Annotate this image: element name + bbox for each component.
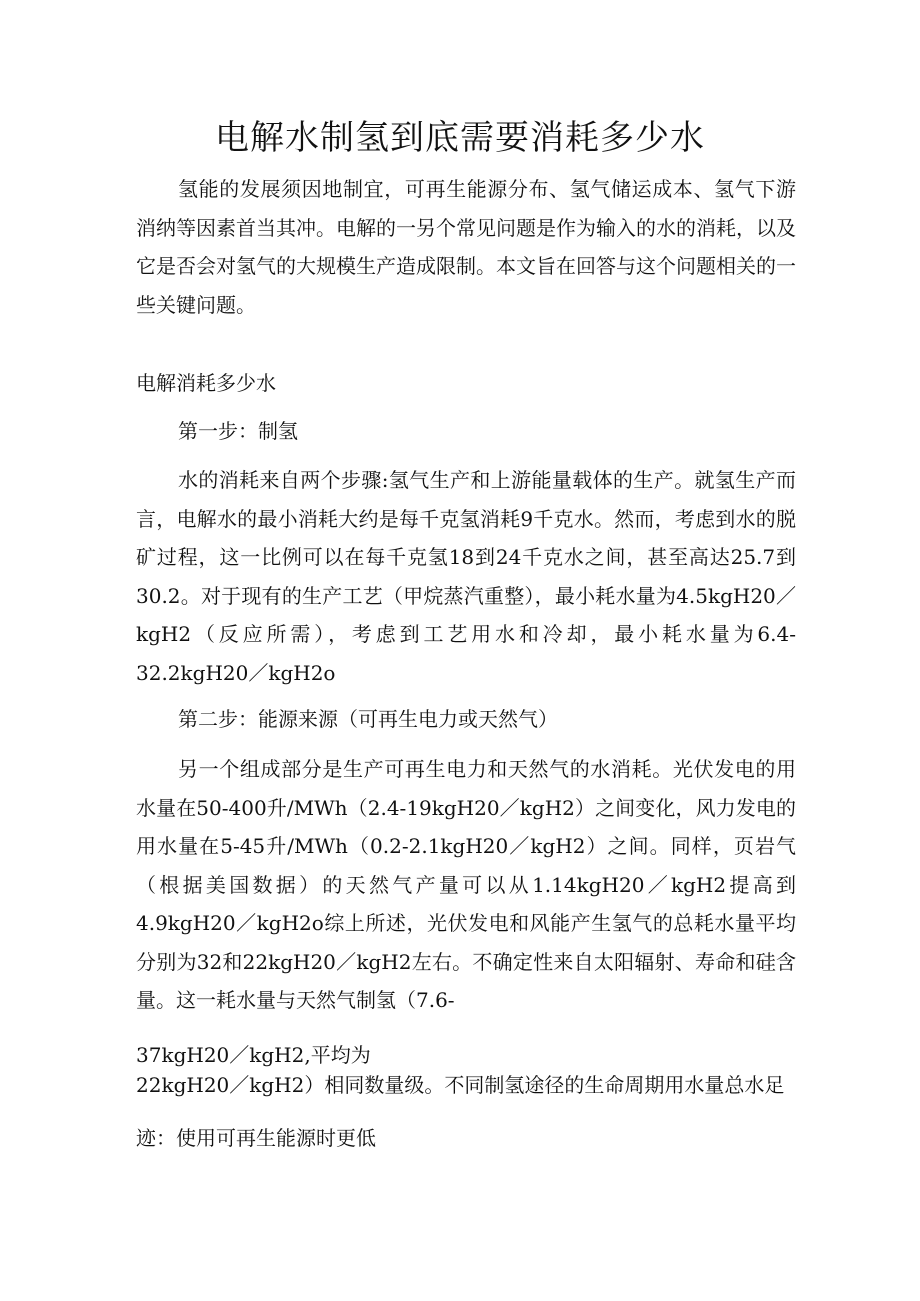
step1-heading: 第一步：制氢 (178, 419, 298, 443)
tail-line-2: 22kgH20／kgH2）相同数量级。不同制氢途径的生命周期用水量总水足 (136, 1073, 785, 1097)
step1-paragraph: 水的消耗来自两个步骤:氢气生产和上游能量载体的生产。就氢生产而言，电解水的最小消耗大约是每千克氢消耗9千克水。然而，考虑到水的脱矿过程，这一比例可以在每千克氢18到24千克水之间，甚至高达25.7到30.2。对于现有的生产工艺（甲烷蒸汽重整），最小耗水量为4.5kgH20／kgH2（反应所需），考虑到工艺用水和冷却，最小耗水量为6.4-32.2kgH20／kgH2o (136, 468, 796, 685)
document-title: 电解水制氢到底需要消耗多少水 (215, 118, 705, 158)
step2-paragraph: 另一个组成部分是生产可再生电力和天然气的水消耗。光伏发电的用水量在50-400升/MWh（2.4-19kgH20／kgH2）之间变化，风力发电的用水量在5-45升/MWh（0.2-2.1kgH20／kgH2）之间。同样，页岩气（根据美国数据）的天然气产量可以从1.14kgH20／kgH2提高到4.9kgH20／kgH2o综上所述，光伏发电和风能产生氢气的总耗水量平均分别为32和22kgH20／kgH2左右。不确定性来自太阳辐射、寿命和硅含量。这一耗水量与天然气制氢（7.6- (136, 757, 796, 1012)
tail-line-3: 迹：使用可再生能源时更低 (136, 1126, 376, 1150)
step2-heading: 第二步：能源来源（可再生电力或天然气） (178, 707, 558, 731)
section-heading: 电解消耗多少水 (136, 371, 276, 395)
intro-paragraph: 氢能的发展须因地制宜，可再生能源分布、氢气储运成本、氢气下游消纳等因素首当其冲。电解的一另个常见问题是作为输入的水的消耗，以及它是否会对氢气的大规模生产造成限制。本文旨在回答与这个问题相关的一些关键问题。 (136, 177, 796, 317)
tail-line-1: 37kgH20／kgH2,平均为 (136, 1043, 371, 1067)
